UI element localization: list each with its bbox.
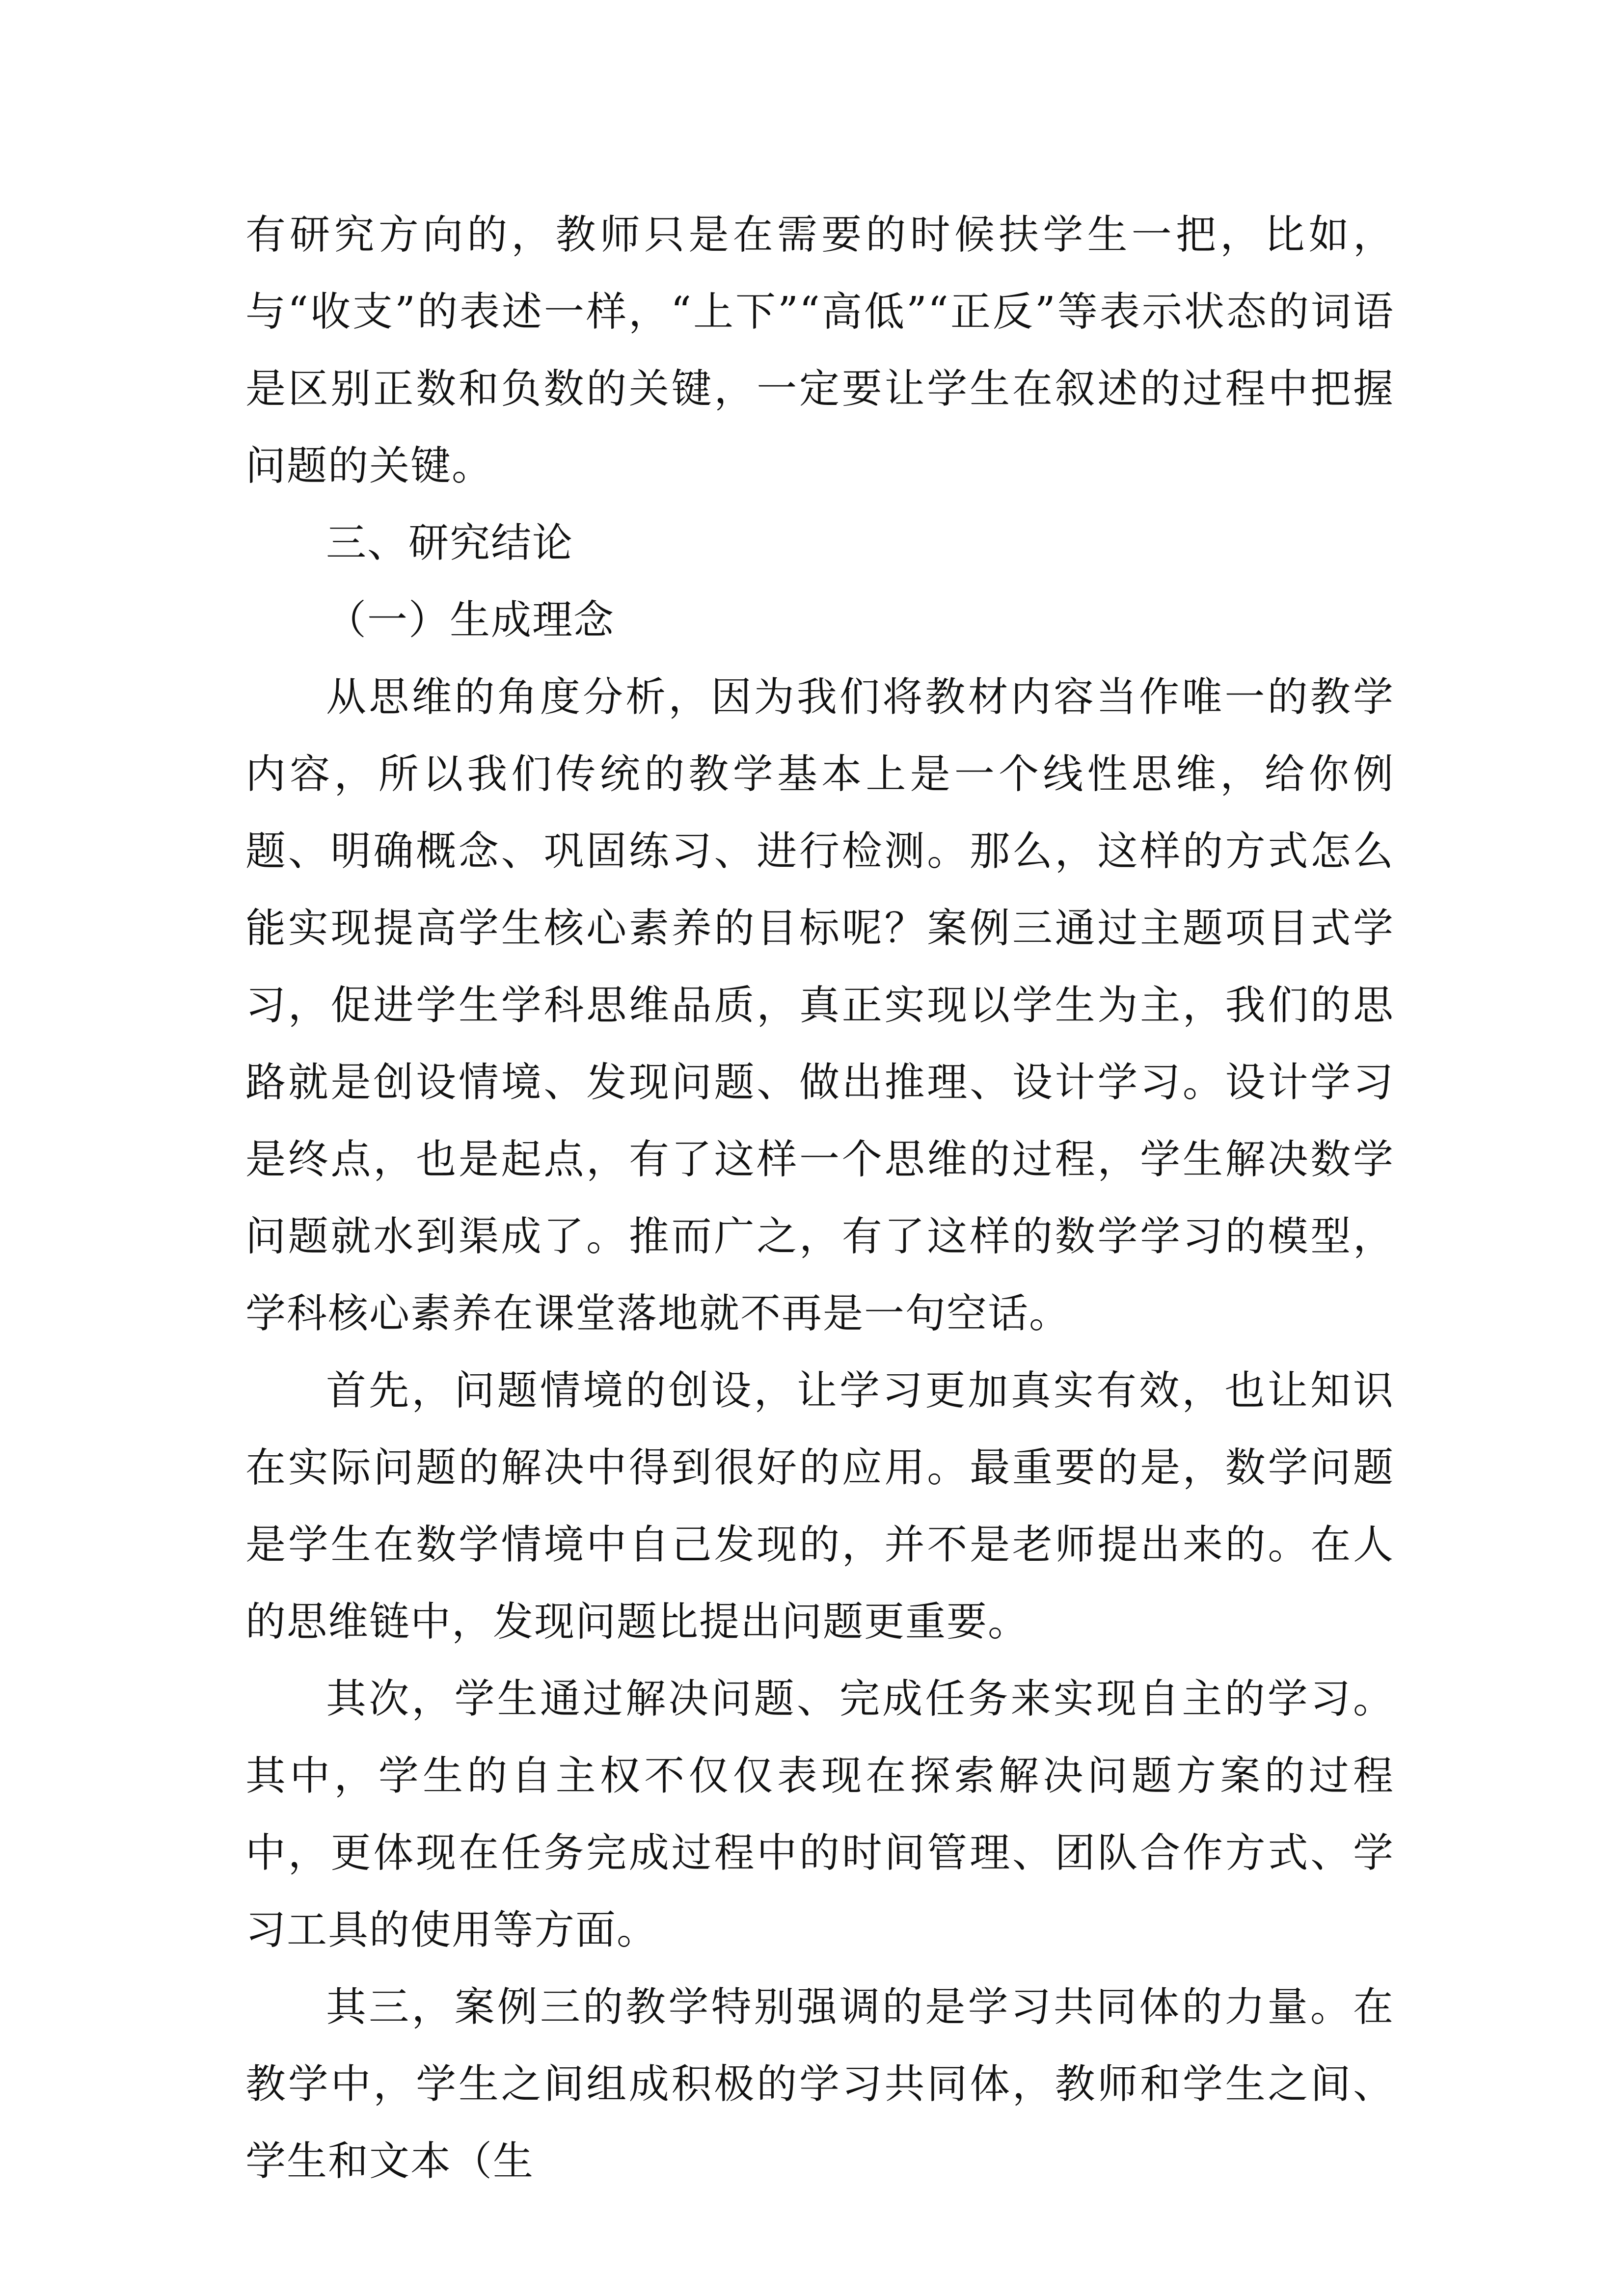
paragraph: 从思维的角度分析，因为我们将教材内容当作唯一的教学内容，所以我们传统的教学基本上是一个线性思维，给你例题、明确概念、巩固练习、进行检测。那么，这样的方式怎么能实现提高学生核心素养的目标呢？案例三通过主题项目式学习，促进学生学科思维品质，真正实现以学生为主，我们的思路就是创设情境、发现问题、做出推理、设计学习。设计学习是终点，也是起点，有了这样一个思维的过程，学生解决数学问题就水到渠成了。推而广之，有了这样的数学学习的模型，学科核心素养在课堂落地就不再是一句空话。 bbox=[245, 674, 1394, 1337]
paragraph-continuation: 有研究方向的，教师只是在需要的时候扶学生一把，比如，与“收支”的表述一样，“上下”“高低”“正反”等表示状态的词语是区别正数和负数的关键，一定要让学生在叙述的过程中把握问题的关键。 bbox=[245, 212, 1394, 489]
paragraph: 首先，问题情境的创设，让学习更加真实有效，也让知识在实际问题的解决中得到很好的应用。最重要的是，数学问题是学生在数学情境中自己发现的，并不是老师提出来的。在人的思维链中，发现问题比提出问题更重要。 bbox=[245, 1367, 1394, 1645]
document-body bbox=[245, 196, 1394, 2200]
subsection-heading: （一）生成理念 bbox=[326, 597, 615, 643]
paragraph: 其三，案例三的教学特别强调的是学习共同体的力量。在教学中，学生之间组成积极的学习共同体，教师和学生之间、学生和文本（生 bbox=[245, 1984, 1394, 2185]
paragraph: 其次，学生通过解决问题、完成任务来实现自主的学习。其中，学生的自主权不仅仅表现在探索解决问题方案的过程中，更体现在任务完成过程中的时间管理、团队合作方式、学习工具的使用等方面。 bbox=[245, 1676, 1394, 1953]
section-heading: 三、研究结论 bbox=[326, 520, 574, 566]
